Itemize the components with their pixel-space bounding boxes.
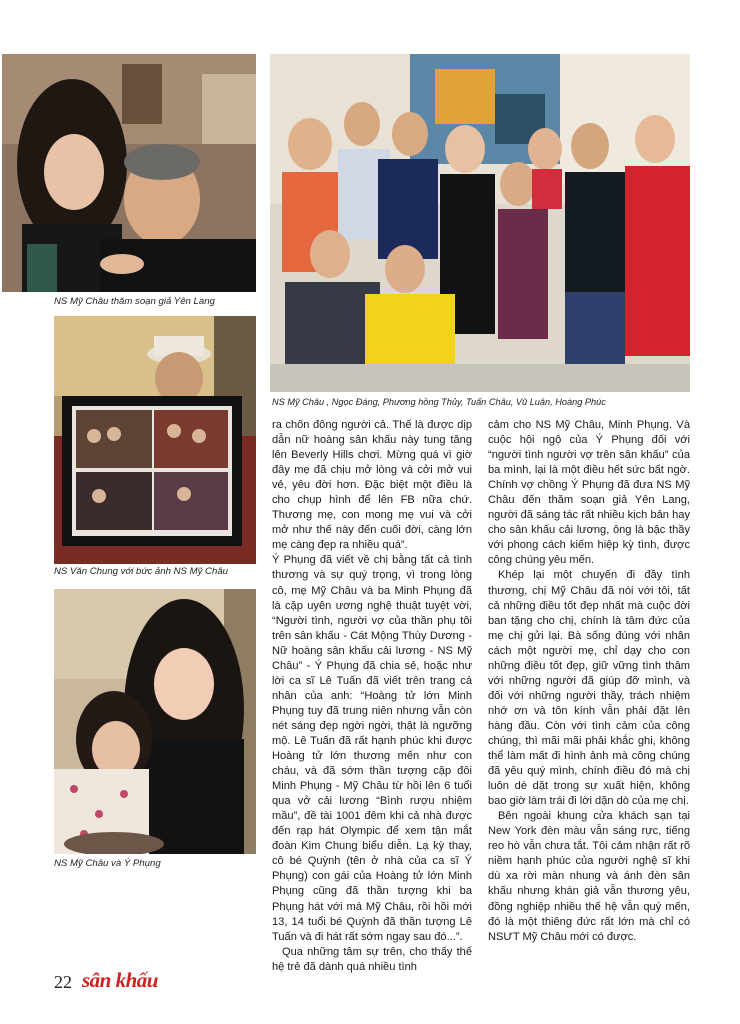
caption-top-left: NS Mỹ Châu thăm soạn giả Yên Lang xyxy=(54,296,215,307)
article-column-1 xyxy=(272,418,472,978)
caption-bottom-left: NS Mỹ Châu và Ý Phụng xyxy=(54,858,161,869)
photo-group xyxy=(270,54,690,392)
paragraph: Ý Phụng đã viết về chị bằng tất cả tình thương và sự quý trọng, vì trong lòng cô, mẹ Mỹ Châu và ba Minh Phụng đã là cặp uyên ương nghệ thuật tuyệt vời, “Người tình, người vợ của thần phụ tôi trên sân khấu - Cát Mộng Thùy Dương - Nữ hoàng sân khấu cải lương - NS Mỹ Châu” - Ý Phụng đã chia sẻ, hoặc như lời ca sĩ Lê Tuấn đã viết trên trang cá nhân của anh: “Hoàng tử lớn Minh Phụng tuy đã trung niên nhưng vẫn còn nét sáng đẹp ngời ngời, thật là ngưỡng mộ. Lê Tuấn đã rất hạnh phúc khi được Hoàng tử lớn thương mến như con cháu, và đã sớm thần tượng cặp đôi Minh Phụng - Mỹ Châu từ hồi lên 6 tuổi qua vở cải lương “Bình rượu nhiệm mầu”, đề tài 1001 đêm khi cả nhà được đến rạp hát Olympic để xem tận mắt đoàn Kim Chung biểu diễn. Lạ kỳ thay, cô bé Quỳnh (tên ở nhà của ca sĩ Ý Phụng) con gái của Hoàng tử lớn Minh Phụng cũng đã thần tượng khi ba Phụng hát với má Mỹ Châu, rồi hồi mới 13, 14 tuổi bé Quỳnh đã thần tượng Lê Tuấn và đi hát rất sớm ngay sau đó...”. xyxy=(272,554,472,943)
article-column-2 xyxy=(488,418,690,978)
magazine-logo: sân khấu xyxy=(82,968,158,992)
photo-van-chung-frame xyxy=(54,316,256,564)
paragraph: ra chốn đông người cả. Thế là được dịp dẫn nữ hoàng sân khấu này tung tăng lên Beverly Hills chơi. Mừng quá vì giờ đây mẹ đã chịu mở lòng và cởi mở vui vẻ, yêu đời hơn. Đặc biệt một điều là cho chụp hình để lên FB nữa chứ. Thương mẹ, con mong mẹ vui và cởi mở như thế này đến cuối đời, càng lớn mẹ càng đẹp ra nhiều quá”. xyxy=(272,419,472,552)
page-number: 22 xyxy=(54,972,72,992)
paragraph: Khép lại một chuyến đi đầy tình thương, chị Mỹ Châu đã nói với tôi, tất cả những điều tốt đẹp nhất mà cuộc đời ban tặng cho chị, chính là tâm đức của mẹ chị gửi lại. Bà sống đúng với nhân cách một người mẹ, chỉ dạy cho con những điều tốt đẹp, giữ vững tình thâm với những người đã giúp đỡ mình, và đối với những người thầy, trách nhiệm nhớ ơn và tôn kính vẫn phải đặt lên hàng đầu. Còn với tình cảm của công chúng, thì mãi mãi phải khắc ghi, không thể làm mất đi hình ảnh mà công chúng đã yêu quý mình, chính điều đó mà chị luôn dè dặt trong sự xuất hiện, không bao giờ làm trái đi lời dặn dò của mẹ chị. xyxy=(488,569,690,808)
paragraph: Bên ngoài khung cửa khách sạn tại New York đèn màu vẫn sáng rực, tiếng reo hò vẫn chưa tắt. Tôi cảm nhận rất rõ niềm hạnh phúc của người nghệ sĩ khi dù xa rời màn nhung và ánh đèn sân khấu nhưng khán giả vẫn thương yêu, đồng nghiệp nhiều thế hệ vẫn quý mến, đó là một thiêng đức rất lớn mà chỉ có NSƯT Mỹ Châu mới có được. xyxy=(488,810,690,943)
caption-middle-left: NS Văn Chung với bức ảnh NS Mỹ Châu xyxy=(54,566,228,577)
photo-my-chau-y-phung xyxy=(54,589,256,854)
photo-my-chau-yen-lang xyxy=(2,54,256,292)
paragraph: cảm cho NS Mỹ Châu, Minh Phụng. Và cuộc hội ngộ của Ý Phụng đối với “người tình người vợ trên sân khấu” của ba mình, lại là một điều hết sức bất ngờ. Chính vợ chồng Ý Phụng đã đưa NS Mỹ Châu đến thăm soạn giả Yên Lang, người đã sáng tác rất nhiều kịch bản hay cho sân khấu cải lương, ông là bậc thầy với phong cách kiếm hiệp kỳ tình, được công chúng yêu mến. xyxy=(488,419,690,567)
caption-top-right: NS Mỹ Châu , Ngọc Đáng, Phương hồng Thủy, Tuấn Châu, Vũ Luân, Hoàng Phúc xyxy=(272,397,606,407)
paragraph: Qua những tâm sự trên, cho thấy thế hệ trẻ đã dành quá nhiều tình xyxy=(272,945,472,973)
